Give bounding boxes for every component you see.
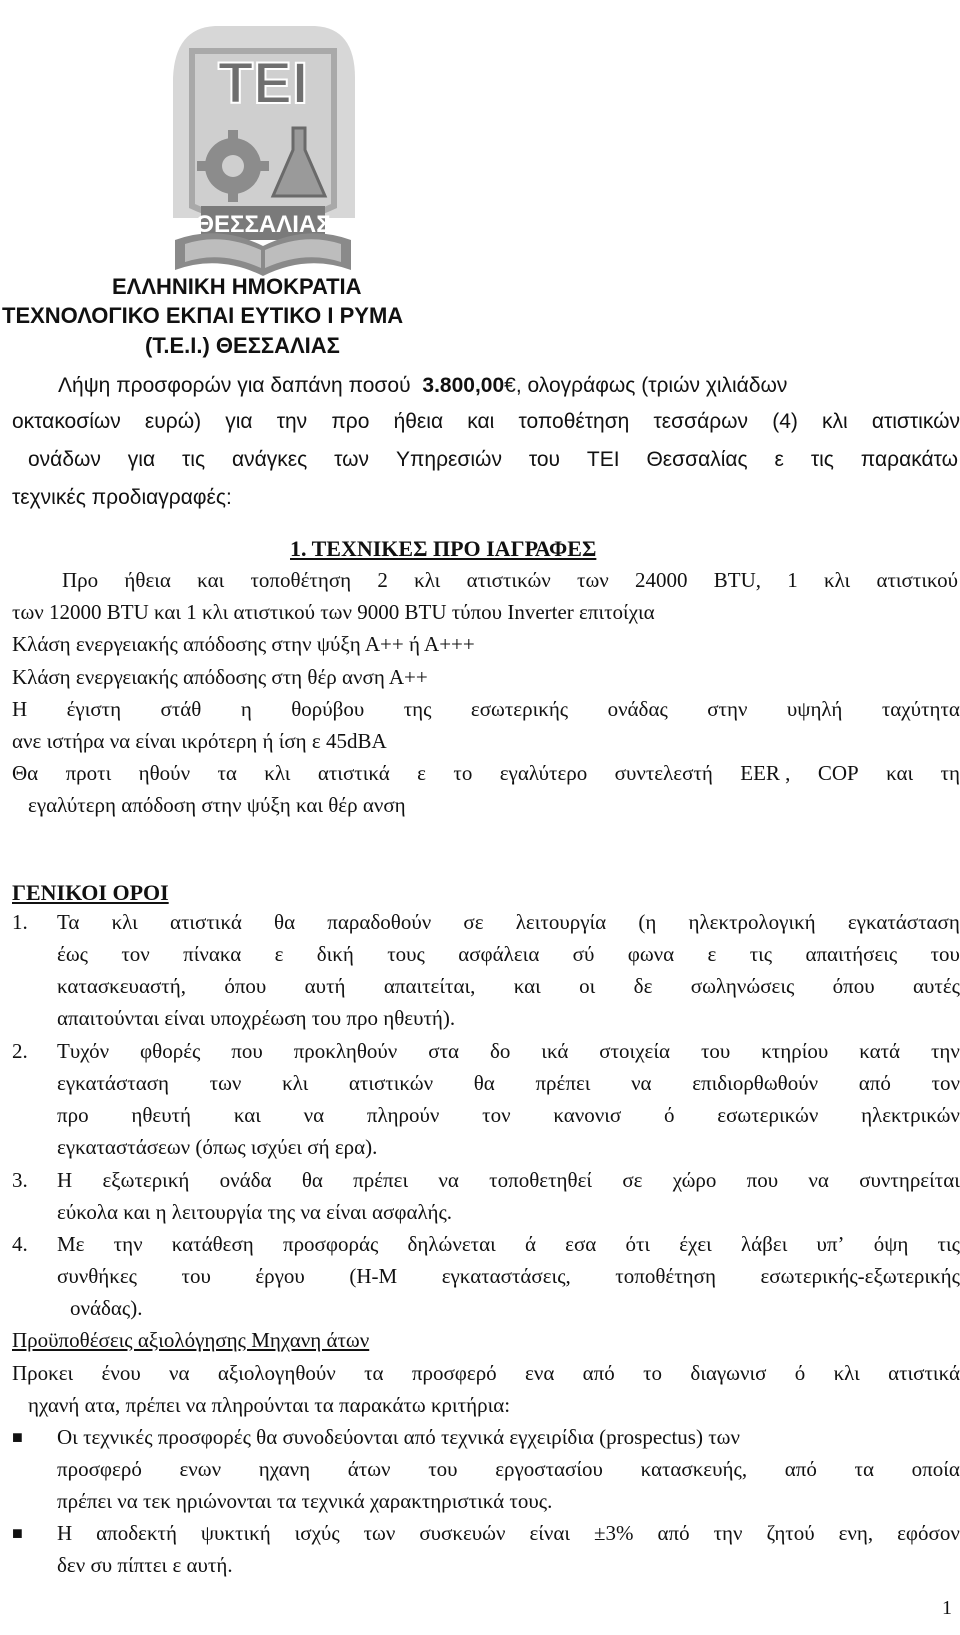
page-number: 1	[942, 1597, 952, 1619]
general-item-2-line-1: Τυχόν φθορές που προκληθούν στα δο ικά στοιχεία του κτηρίου κατά την	[57, 1039, 960, 1063]
eval-bullet-1-line-2: προσφερό ενων ηχανη άτων του εργοστασίου κατασκευής, από τα οποία	[57, 1457, 960, 1481]
intro-line-1	[58, 372, 958, 399]
tech-line-8: εγαλύτερη απόδοση στην ψύξη και θέρ ανση	[28, 793, 406, 817]
general-item-1-line-4: απαιτούνται είναι υποχρέωση του προ ηθευτή).	[57, 1006, 456, 1030]
tech-line-3: Κλάση ενεργειακής απόδοσης στην ψύξη Α++ ή Α+++	[12, 632, 475, 656]
general-item-4-line-1: Με την κατάθεση προσφοράς δηλώνεται ά εσα ότι έχει λάβει υπ’ όψη τις	[57, 1232, 960, 1256]
tech-line-2: των 12000 BTU και 1 κλι ατιστικού των 9000 BTU τύπου Inverter επιτοίχια	[12, 600, 655, 624]
tech-spec-title: 1. ΤΕΧΝΙΚΕΣ ΠΡΟ ΙΑΓΡΑΦΕΣ	[290, 536, 597, 561]
evaluation-line-1: Προκει ένου να αξιολογηθούν τα προσφερό ενα από το διαγωνισ ό κλι ατιστικά	[12, 1361, 960, 1385]
general-terms-title: ΓΕΝΙΚΟΙ ΟΡΟΙ	[12, 880, 169, 905]
header-line-1: ΕΛΛΗΝΙΚΗ ΗΜΟΚΡΑΤΙΑ	[112, 274, 362, 299]
evaluation-line-2: ηχανή ατα, πρέπει να πληρούνται τα παρακάτω κριτήρια:	[28, 1393, 511, 1417]
general-item-1-num: 1.	[12, 910, 28, 934]
intro-line-2: οκτακοσίων ευρώ) για την προ ήθεια και τοποθέτηση τεσσάρων (4) κλι ατιστικών	[12, 410, 960, 433]
logo-thessalias-text: ΘΕΣΣΑΛΙΑΣ	[195, 211, 331, 238]
intro-text-c: €, ολογράφως (τριών χιλιάδων	[504, 374, 788, 397]
general-item-1-line-2: έως τον πίνακα ε δική τους ασφάλεια σύ φωνα ε τις απαιτήσεις του	[57, 942, 960, 966]
general-item-2-line-3: προ ηθευτή και να πληρούν τον κανονισ ό εσωτερικών ηλεκτρικών	[57, 1103, 960, 1127]
general-item-3-line-2: εύκολα και η λειτουργία της να είναι ασφαλής.	[57, 1200, 453, 1224]
general-item-2-num: 2.	[12, 1039, 28, 1063]
general-item-4-line-3: ονάδας).	[70, 1296, 143, 1320]
eval-bullet-1-line-3: πρέπει να τεκ ηριώνονται τα τεχνικά χαρακτηριστικά τους.	[57, 1489, 553, 1513]
general-item-1-line-3: κατασκευαστή, όπου αυτή απαιτείται, και οι δε σωληνώσεις όπου αυτές	[57, 974, 960, 998]
intro-line-4: τεχνικές προδιαγραφές:	[12, 486, 232, 509]
eval-bullet-2-line-1: Η αποδεκτή ψυκτική ισχύς των συσκευών είναι ±3% από την ζητού ενη, εφόσον	[57, 1521, 960, 1545]
tech-line-6: ανε ιστήρα να είναι ικρότερη ή ίση ε 45dBA	[12, 729, 387, 753]
general-item-2-line-2: εγκατάσταση των κλι ατιστικών θα πρέπει να επιδιορθωθούν από τον	[57, 1071, 960, 1095]
tei-thessaly-logo	[155, 18, 370, 283]
general-item-4-line-2: συνθήκες του έργου (Η-Μ εγκαταστάσεις, τοποθέτηση εσωτερικής-εξωτερικής	[57, 1264, 960, 1288]
general-item-4-num: 4.	[12, 1232, 28, 1256]
eval-bullet-1-line-1: Οι τεχνικές προσφορές θα συνοδεύονται από τεχνικά εγχειρίδια (prospectus) των	[57, 1425, 740, 1449]
intro-text-a: Λήψη προσφορών για δαπάνη ποσού	[58, 374, 411, 397]
general-item-2-line-4: εγκαταστάσεων (όπως ισχύει σή ερα).	[57, 1135, 378, 1159]
header-line-2: ΤΕΧΝΟΛΟΓΙΚΟ ΕΚΠΑΙ ΕΥΤΙΚΟ Ι ΡΥΜΑ	[2, 303, 404, 328]
intro-line-3: ονάδων για τις ανάγκες των Υπηρεσιών του ΤΕΙ Θεσσαλίας ε τις παρακάτω	[28, 448, 958, 471]
tech-line-5: Η έγιστη στάθ η θορύβου της εσωτερικής ονάδας στην υψηλή ταχύτητα	[12, 697, 960, 721]
logo-tei-text: ΤΕΙ	[217, 51, 309, 116]
eval-bullet-2-line-2: δεν συ πίπτει ε αυτή.	[57, 1553, 233, 1577]
bullet-square-icon: ■	[12, 1427, 23, 1447]
general-item-3-line-1: Η εξωτερική ονάδα θα πρέπει να τοποθετηθεί σε χώρο που να συντηρείται	[57, 1168, 960, 1192]
evaluation-title: Προϋποθέσεις αξιολόγησης Μηχανη άτων	[12, 1328, 370, 1352]
general-item-3-num: 3.	[12, 1168, 28, 1192]
tech-line-4: Κλάση ενεργειακής απόδοσης στη θέρ ανση Α++	[12, 665, 428, 689]
tech-line-1: Προ ήθεια και τοποθέτηση 2 κλι ατιστικών των 24000 BTU, 1 κλι ατιστικού	[62, 568, 958, 592]
bullet-square-icon: ■	[12, 1523, 23, 1543]
general-item-1-line-1: Τα κλι ατιστικά θα παραδοθούν σε λειτουργία (η ηλεκτρολογική εγκατάσταση	[57, 910, 960, 934]
header-line-3: (Τ.Ε.Ι.) ΘΕΣΣΑΛΙΑΣ	[145, 333, 340, 358]
tech-line-7: Θα προτι ηθούν τα κλι ατιστικά ε το εγαλύτερο συντελεστή EER , COP και τη	[12, 761, 960, 785]
intro-amount: 3.800,00	[422, 374, 505, 397]
